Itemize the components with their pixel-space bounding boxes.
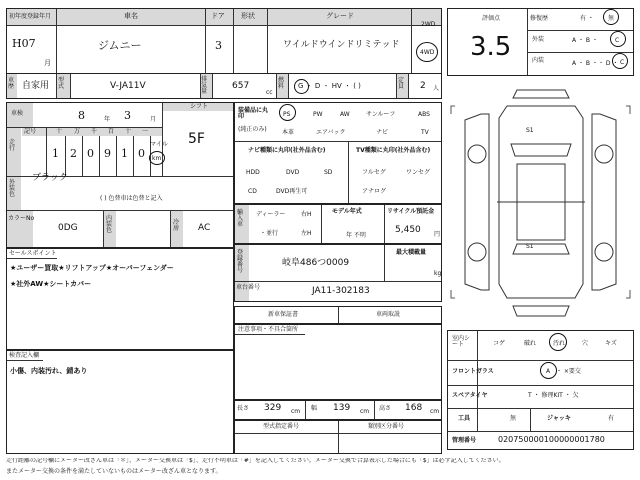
fuel-options: G ・ D ・ HV ・ ( )	[298, 82, 361, 90]
interior-grade-label: 内装	[532, 57, 545, 64]
length-unit: cm	[291, 408, 301, 415]
interior-grade-c: C	[620, 59, 625, 66]
ps-circle	[279, 104, 296, 121]
equip-ps: PS	[283, 111, 291, 118]
grade: ワイルドウインドリミテッド	[283, 40, 400, 50]
color-change-note: ( ) 色替車は色替と記入	[100, 195, 163, 202]
equip-abs: ABS	[418, 111, 430, 118]
seat-burn: コゲ	[493, 340, 506, 347]
cc-unit: cc	[266, 89, 273, 96]
tv-fullseg: フルセグ	[362, 169, 386, 176]
vehicle-row	[6, 73, 442, 99]
car-name-label: 車名	[124, 12, 138, 20]
navi-type-label: ナビ種類に丸印(社外品含む)	[248, 147, 326, 154]
mileage-digit: 0	[138, 147, 145, 160]
footer-line-2: またメーター交換の条件を満たしていないものはメーター改ざん車となります。	[6, 468, 222, 475]
sales-point-label: セールスポイント	[9, 250, 57, 257]
repair-label: 修復歴	[530, 15, 549, 22]
score-label: 評価点	[482, 15, 501, 22]
tv-type-label: TV種類に丸印(社外品含む)	[356, 147, 431, 154]
width-label: 幅	[311, 405, 318, 412]
reg-year: H07	[12, 37, 36, 50]
jack-value: 有	[608, 415, 615, 422]
tools-label: 工具	[458, 415, 471, 422]
new-car-warranty: 新車保証書	[268, 311, 299, 318]
sales-point-2: ★社外AW★シートカバー	[10, 280, 92, 288]
mileage-digit: 2	[70, 147, 77, 160]
height-label: 高さ	[379, 405, 392, 412]
jack-label: ジャッキ	[547, 415, 571, 422]
color-no: 0DG	[58, 223, 78, 233]
recycle-label: リサイクル預託金	[387, 208, 435, 215]
recycle: 5,450	[395, 225, 421, 235]
car-body-diagram	[447, 84, 634, 324]
equip-aw: AW	[340, 111, 350, 118]
fuel-g-circle	[294, 79, 309, 94]
km-label: km	[152, 155, 162, 162]
exterior-grades: A ・ B ・	[572, 37, 598, 44]
import-dealer: ディーラー	[256, 211, 286, 218]
drive-4wd-circle	[416, 42, 438, 62]
equip-tv: TV	[421, 129, 429, 136]
height: 168	[405, 403, 423, 413]
seat-stain: 汚れ	[553, 340, 566, 347]
kg-unit: kg	[434, 270, 442, 277]
exterior-color-label: 外装色	[9, 179, 16, 198]
height-unit: cm	[430, 408, 440, 415]
digit-header: 千	[91, 128, 98, 135]
exterior-color: ブラック	[32, 173, 68, 183]
interior-grades-d: ・ D ・	[598, 60, 619, 67]
drive-2wd: 2WD	[421, 21, 436, 28]
navi-dvd-play: DVD再生可	[276, 188, 308, 195]
mileage-digit: 1	[121, 147, 128, 160]
attention-box	[234, 324, 442, 400]
mgmt-number-label: 管理番号	[452, 437, 477, 444]
model-label: 型式	[58, 77, 65, 90]
grade-label: グレード	[326, 12, 354, 20]
model-year-label: モデル年式	[332, 208, 362, 215]
s1-label-front: S1	[526, 127, 534, 134]
length: 329	[264, 403, 282, 413]
footer-line-1: 走行距離の記号欄にメーター改ざん車は「＊」、メーター交換車は「$」、走行不明車は「#」を記入してください。メーター交換で合算表示した場合にも「$」は必ず記入してください。	[6, 458, 505, 464]
equipment-label: 装備品に丸印	[238, 107, 269, 120]
spare-tire-label: スペアタイヤ	[452, 392, 488, 399]
navi-hdd: HDD	[246, 169, 260, 176]
shape-label: 形状	[241, 12, 255, 20]
attention-label: 注意事項・不具合箇所	[238, 326, 299, 333]
seat-tear: 破れ	[524, 340, 537, 347]
navi-dvd: DVD	[286, 169, 300, 176]
windshield-label: フロントガラス	[452, 368, 494, 375]
digit-header: 百	[108, 128, 115, 135]
shift: 5F	[188, 131, 205, 147]
inspector-label: 検査記入欄	[9, 352, 40, 359]
repair-none-circle	[603, 9, 619, 25]
model: V-JA11V	[110, 81, 146, 91]
tv-oneseg: ワンセグ	[406, 169, 431, 176]
width: 139	[333, 403, 351, 413]
interior-c-circle	[612, 53, 628, 69]
equip-pw: PW	[313, 111, 323, 118]
inspection-year: 8	[78, 109, 85, 122]
interior-color-label: 内装色	[106, 215, 113, 234]
type-no-label: 型式指定番号	[263, 423, 300, 430]
inspector-note: 小傷、内装汚れ、錆あり	[10, 367, 88, 375]
mile-label: マイル	[150, 141, 168, 148]
exterior-grade-label: 外装	[532, 36, 545, 43]
month-unit: 月	[44, 59, 51, 67]
displacement-label: 排気量	[201, 76, 208, 95]
chassis-label: 車台番号	[236, 284, 261, 291]
digit-header: 一	[142, 128, 149, 135]
capacity-unit: 人	[433, 85, 440, 92]
ac-label: 冷房	[173, 219, 180, 232]
owner-manual: 車両取説	[376, 311, 401, 318]
width-unit: cm	[360, 408, 370, 415]
digit-header: 十	[125, 128, 132, 135]
max-load-label: 最大積載量	[396, 249, 427, 256]
s1-label-rear: S1	[526, 243, 534, 250]
yen-unit: 円	[434, 231, 441, 238]
right-bottom-table	[447, 330, 634, 450]
mileage-digit: 9	[104, 147, 111, 160]
inspection-label: 車検	[11, 110, 24, 117]
color-no-label: カラーNo	[8, 215, 35, 222]
mileage-label: 走行	[9, 139, 16, 152]
seat-hole: 穴	[582, 340, 589, 347]
class-no-label: 類別区分番号	[368, 423, 405, 430]
equip-sunroof: サンルーフ	[366, 111, 396, 118]
digit-header: 万	[74, 128, 81, 135]
navi-sd: SD	[324, 169, 333, 176]
navi-cd: CD	[248, 188, 257, 195]
shift-label: シフト	[190, 103, 209, 110]
registration-label: 登録番号	[237, 249, 244, 274]
interior-grades-ab: A ・ B ・	[572, 60, 598, 67]
inspector-box	[6, 350, 234, 454]
seat-stain-circle	[549, 333, 567, 351]
import-left: 左H	[301, 230, 312, 237]
tools-value: 無	[510, 415, 517, 422]
equip-airbag: エアバック	[316, 129, 346, 136]
registration-number: 岐阜486つ0009	[282, 258, 350, 268]
drive-4wd: 4WD	[420, 49, 435, 56]
exterior-grade-c: C	[615, 37, 620, 44]
inspection-month: 3	[124, 109, 131, 122]
digit-header: 十	[56, 128, 63, 135]
equip-leather: 本革	[282, 129, 295, 136]
score: 3.5	[470, 32, 512, 62]
chassis-number: JA11-302183	[312, 286, 370, 296]
windshield-a-circle	[540, 362, 557, 379]
spare-tire-options: T ・ 修理KIT ・ 欠	[528, 392, 579, 399]
inspection-month-unit: 月	[150, 116, 157, 123]
car-name: ジムニー	[98, 39, 142, 52]
reg-year-label: 初年度登録年月	[9, 13, 52, 20]
seat-label: 室内シート	[452, 335, 471, 348]
import-right: 右H	[301, 211, 312, 218]
mileage-digit: 0	[87, 147, 94, 160]
equip-navi: ナビ	[376, 129, 389, 136]
capacity: 2	[420, 81, 426, 91]
import-parallel: ・並行	[260, 230, 279, 237]
sales-point-1: ★ユーザー買取★リフトアップ★オーバーフェンダー	[10, 264, 174, 272]
fuel-label: 燃料	[278, 77, 285, 90]
door-label: ドア	[211, 12, 225, 20]
vehicle: 自家用	[22, 81, 50, 91]
windshield-a: A	[546, 368, 551, 375]
windshield-rest: ・ ×要交	[556, 368, 581, 375]
doors: 3	[215, 39, 222, 52]
equipment-note: (純正のみ)	[238, 126, 267, 133]
record-label: 記号	[24, 128, 37, 135]
exterior-c-circle	[610, 31, 626, 47]
capacity-label: 定員	[398, 77, 405, 90]
import-label: 輸入車	[237, 209, 244, 228]
km-circle	[149, 151, 165, 165]
mgmt-number: 020750000100000001780	[498, 435, 605, 444]
seat-scratch: キズ	[605, 340, 617, 347]
inspection-year-unit: 年	[104, 116, 111, 123]
displacement: 657	[232, 81, 250, 91]
repair-selected: 無	[608, 15, 615, 22]
tv-analog: アナログ	[362, 188, 387, 195]
repair-options: 有 ・	[580, 15, 594, 22]
model-year-value: 年 不明	[346, 232, 366, 239]
mileage-digit: 1	[52, 147, 59, 160]
length-label: 長さ	[237, 405, 250, 412]
vehicle-label: 車歴	[8, 77, 15, 90]
ac: AC	[198, 223, 211, 233]
